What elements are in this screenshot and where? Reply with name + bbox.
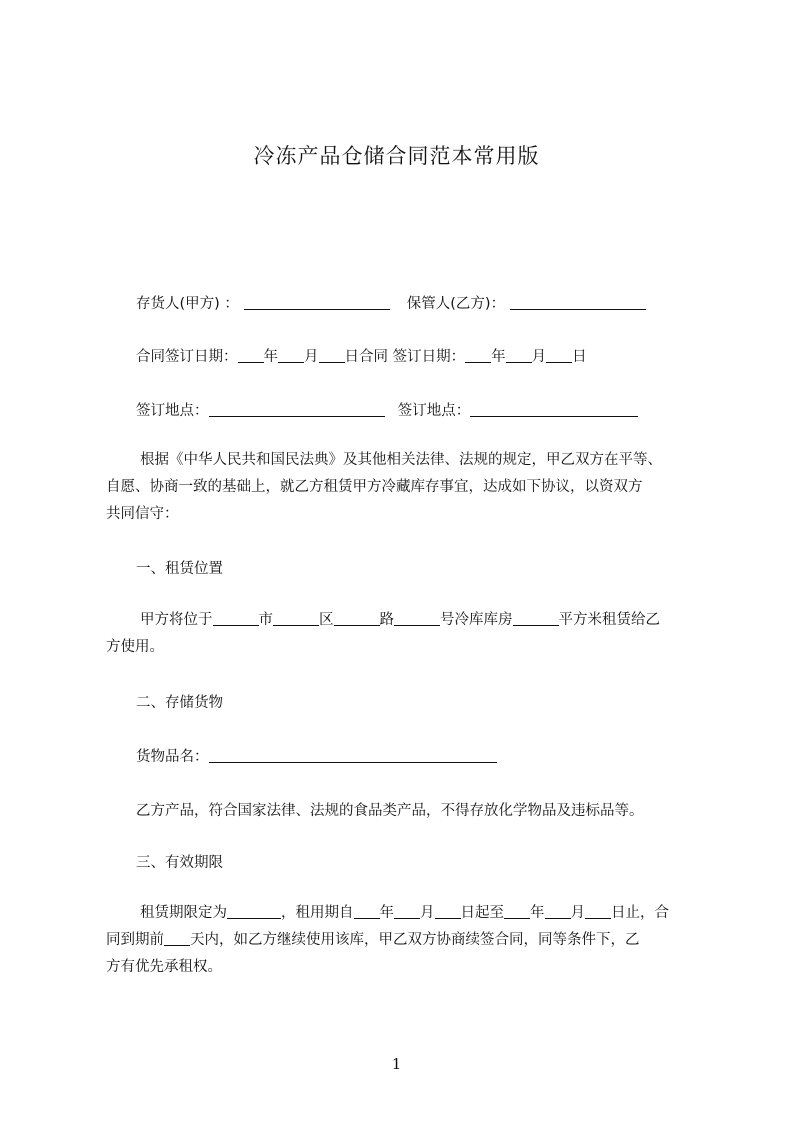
- s3-text: ，租用期自: [281, 905, 354, 921]
- section-1-paragraph: [106, 607, 706, 661]
- goods-row: [136, 745, 497, 766]
- s3-year-2: 年: [530, 905, 545, 921]
- blank: [394, 611, 440, 626]
- goods-description: 乙方产品，符合国家法律、法规的食品类产品，不得存放化学物品及违标品等。: [136, 803, 644, 819]
- blank: [164, 931, 190, 946]
- s3-text: 同到期前: [106, 932, 164, 948]
- blank: [354, 904, 380, 919]
- s1-text: 甲方将位于: [140, 612, 213, 628]
- s3-text: 天内，如乙方继续使用该库，甲乙双方协商续签合同，同等条件下，乙: [190, 932, 640, 948]
- document-title: 冷冻产品仓储合同范本常用版: [253, 144, 540, 168]
- sign-date-label: 合同签订日期：: [136, 349, 238, 365]
- blank: [506, 348, 532, 363]
- place-label-2: 签订地点：: [397, 403, 471, 419]
- intro-paragraph: [106, 447, 706, 528]
- day-contract-label: 日合同: [344, 349, 388, 365]
- blank: [278, 348, 304, 363]
- blank: [545, 904, 571, 919]
- s1-district: 区: [319, 612, 334, 628]
- party-row: [136, 292, 646, 313]
- s3-line-3: 方有优先承租权。: [106, 959, 222, 975]
- party-a-blank: [244, 295, 390, 310]
- sign-date-label-2: 签订日期：: [392, 349, 466, 365]
- month-label: 月: [304, 349, 319, 365]
- s1-city: 市: [258, 612, 273, 628]
- blank: [227, 904, 281, 919]
- party-a-label: 存货人(甲方) ：: [136, 296, 239, 312]
- blank: [319, 348, 345, 363]
- blank: [213, 611, 259, 626]
- goods-label: 货物品名：: [136, 749, 209, 765]
- blank: [238, 348, 264, 363]
- s1-area: 平方米租赁给乙: [558, 612, 660, 628]
- s3-from: 日起至: [460, 905, 504, 921]
- s1-road: 路: [379, 612, 394, 628]
- s3-until: 日止，合: [611, 905, 669, 921]
- section-3-heading: 三、有效期限: [136, 855, 223, 871]
- s1-line-2: 方使用。: [106, 639, 164, 655]
- section-3-paragraph: [106, 900, 706, 981]
- party-b-blank: [510, 295, 646, 310]
- blank: [546, 348, 572, 363]
- blank: [465, 348, 491, 363]
- day-label: 日: [572, 349, 587, 365]
- intro-line-1: 根据《中华人民共和国民法典》及其他相关法律、法规的规定，甲乙双方在平等、: [140, 452, 662, 468]
- s3-line-1: [106, 900, 706, 927]
- sign-date-row: [136, 345, 587, 366]
- s3-text: 租赁期限定为: [140, 905, 227, 921]
- blank: [504, 904, 530, 919]
- place-blank-1: [209, 402, 385, 417]
- s3-year: 年: [379, 905, 394, 921]
- s1-line-1: [106, 607, 706, 634]
- blank: [435, 904, 461, 919]
- year-label: 年: [491, 349, 506, 365]
- page-number: 1: [391, 1055, 402, 1073]
- section-2-heading: 二、存储货物: [136, 695, 223, 711]
- intro-line-3: 共同信守：: [106, 506, 179, 522]
- month-label: 月: [531, 349, 547, 365]
- place-row: [136, 399, 638, 420]
- year-label: 年: [263, 349, 278, 365]
- s1-number: 号冷库库房: [440, 612, 513, 628]
- place-label-1: 签订地点：: [136, 403, 209, 419]
- blank: [273, 611, 319, 626]
- party-b-label: 保管人(乙方)：: [406, 296, 506, 312]
- blank: [394, 904, 420, 919]
- s3-line-2: [106, 927, 706, 954]
- s3-month-2: 月: [570, 905, 585, 921]
- blank: [513, 611, 559, 626]
- section-1-heading: 一、租赁位置: [136, 561, 223, 577]
- goods-blank: [209, 748, 497, 763]
- blank: [585, 904, 611, 919]
- place-blank-2: [470, 402, 638, 417]
- s3-month: 月: [420, 905, 435, 921]
- blank: [334, 611, 380, 626]
- intro-line-2: 自愿、协商一致的基础上，就乙方租赁甲方冷藏库存事宜，达成如下协议，以资双方: [106, 479, 643, 495]
